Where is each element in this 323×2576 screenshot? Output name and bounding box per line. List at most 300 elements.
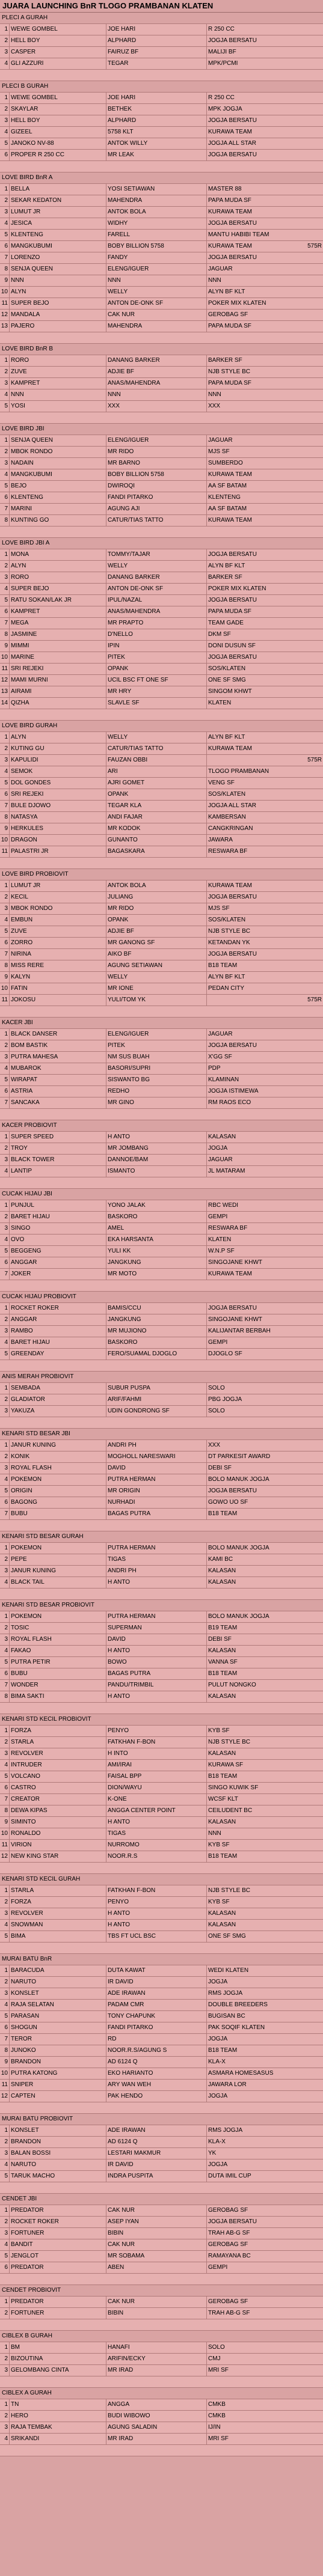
rank-cell: 5 bbox=[0, 2171, 10, 2182]
team-cell: JOGJA BERSATU bbox=[208, 1305, 257, 1311]
result-row bbox=[0, 801, 323, 812]
bird-name-cell: SUPER SPEED bbox=[10, 1132, 106, 1143]
rank-cell: 7 bbox=[0, 618, 10, 629]
result-row bbox=[0, 458, 323, 469]
result-row bbox=[0, 1623, 323, 1634]
section-spacer bbox=[0, 2102, 323, 2114]
team-cell: X'GG SF bbox=[208, 1054, 232, 1060]
team-cell: NJB STYLE BC bbox=[208, 1887, 251, 1894]
bird-name-cell: ASTRIA bbox=[10, 1086, 106, 1097]
result-row bbox=[0, 778, 323, 789]
owner-cell: PANDU/TRIMBIL bbox=[106, 1680, 207, 1691]
bird-name-cell: MANGKUBUMI bbox=[10, 469, 106, 480]
result-row bbox=[0, 2217, 323, 2228]
rank-cell: 1 bbox=[0, 1965, 10, 1976]
result-row bbox=[0, 1840, 323, 1851]
team-cell: KALASAN bbox=[208, 1819, 236, 1825]
owner-cell: ANAS/MAHENDRA bbox=[106, 606, 207, 617]
result-row bbox=[0, 2228, 323, 2239]
team-cell: PAPA MUDA SF bbox=[208, 323, 251, 329]
bird-name-cell: CASPER bbox=[10, 47, 106, 58]
rank-cell: 5 bbox=[0, 1075, 10, 1085]
owner-cell: EKA HARSANTA bbox=[106, 1235, 207, 1245]
team-cell: B18 TEAM bbox=[208, 1670, 238, 1677]
rank-cell: 6 bbox=[0, 1257, 10, 1268]
team-cell: NNN bbox=[208, 1830, 221, 1837]
owner-cell: WELLY bbox=[106, 287, 207, 298]
rank-cell: 4 bbox=[0, 2159, 10, 2170]
rank-cell: 4 bbox=[0, 389, 10, 400]
result-row bbox=[0, 1908, 323, 1920]
rank-cell: 13 bbox=[0, 686, 10, 697]
rank-cell: 1 bbox=[0, 1200, 10, 1211]
rank-cell: 7 bbox=[0, 1680, 10, 1691]
section-spacer bbox=[0, 1863, 323, 1874]
team-cell: B18 TEAM bbox=[208, 2047, 238, 2054]
result-row bbox=[0, 2205, 323, 2217]
section-spacer bbox=[0, 1360, 323, 1372]
category-title: LOVE BIRD PROBIOVIT bbox=[2, 871, 69, 877]
bird-name-cell: GREENDAY bbox=[10, 1349, 106, 1360]
result-row bbox=[0, 2399, 323, 2411]
owner-cell: ISMANTO bbox=[106, 1166, 207, 1177]
rank-cell: 7 bbox=[0, 1794, 10, 1805]
owner-cell: ANTON DE-ONK SF bbox=[106, 298, 207, 309]
team-cell: XXX bbox=[208, 1442, 221, 1448]
team-cell: B18 TEAM bbox=[208, 962, 238, 969]
result-row bbox=[0, 367, 323, 378]
bird-name-cell: SUPER BEJO bbox=[10, 584, 106, 594]
team-cell: GEROBAG SF bbox=[208, 311, 248, 318]
team-cell: KURAWA TEAM bbox=[208, 1271, 252, 1277]
bird-name-cell: FATIN bbox=[10, 983, 106, 994]
team-cell: NJB STYLE BC bbox=[208, 928, 251, 935]
bird-name-cell: MAMI MURNI bbox=[10, 675, 106, 686]
result-row bbox=[0, 2422, 323, 2434]
bird-name-cell: ZUVE bbox=[10, 926, 106, 937]
section-spacer bbox=[0, 1177, 323, 1189]
team-cell: JOGJA ALL STAR bbox=[208, 140, 257, 147]
category-title: CENDET JBI bbox=[2, 2196, 37, 2202]
category-title: KACER PROBIOVIT bbox=[2, 1122, 57, 1129]
result-row bbox=[0, 447, 323, 458]
result-row bbox=[0, 572, 323, 584]
result-row bbox=[0, 1771, 323, 1783]
result-row bbox=[0, 812, 323, 823]
bird-name-cell: SNIPER bbox=[10, 2080, 106, 2090]
bird-name-cell: JUNOKO bbox=[10, 2045, 106, 2056]
section-spacer bbox=[0, 1520, 323, 1531]
category-header-row bbox=[0, 1189, 323, 1200]
owner-cell: BAGASKARA bbox=[106, 846, 207, 857]
rank-cell: 12 bbox=[0, 310, 10, 320]
rank-cell: 3 bbox=[0, 115, 10, 126]
bird-name-cell: LANTIP bbox=[10, 1166, 106, 1177]
result-row bbox=[0, 150, 323, 161]
owner-cell: MR LEAK bbox=[106, 150, 207, 160]
bird-name-cell: BARET HIJAU bbox=[10, 1212, 106, 1222]
owner-cell: IPUL/NAZAL bbox=[106, 595, 207, 606]
team-cell: WEDI KLATEN bbox=[208, 1967, 249, 1974]
owner-cell: AGUNG SALADIN bbox=[106, 2422, 207, 2433]
owner-cell: XXX bbox=[106, 401, 207, 412]
team-cell: GEMPI bbox=[208, 2264, 228, 2271]
rank-cell: 3 bbox=[0, 207, 10, 218]
bird-name-cell: WIRAPAT bbox=[10, 1075, 106, 1085]
owner-cell: AD 6124 Q bbox=[106, 2137, 207, 2147]
rank-cell: 5 bbox=[0, 2011, 10, 2022]
rank-cell: 3 bbox=[0, 1908, 10, 1919]
owner-cell: ANAS/MAHENDRA bbox=[106, 378, 207, 389]
owner-cell: BAGAS PUTRA bbox=[106, 1668, 207, 1679]
result-row bbox=[0, 2148, 323, 2159]
team-cell: PAK SOQIF KLATEN bbox=[208, 2024, 265, 2031]
owner-cell: JANGKUNG bbox=[106, 1314, 207, 1325]
owner-cell: BETHEK bbox=[106, 104, 207, 115]
rank-cell: 2 bbox=[0, 1040, 10, 1051]
category-header-row bbox=[0, 1292, 323, 1303]
rank-cell: 5 bbox=[0, 401, 10, 412]
bird-name-cell: NATASYA bbox=[10, 812, 106, 823]
team-cell: SINGOM KHWT bbox=[208, 688, 252, 695]
owner-cell: ARY WAN WEH bbox=[106, 2080, 207, 2090]
team-cell: CMJ bbox=[208, 2355, 221, 2362]
result-row bbox=[0, 1097, 323, 1109]
team-cell: TRAH AB-G SF bbox=[208, 2310, 250, 2316]
bird-name-cell: NARUTO bbox=[10, 2159, 106, 2170]
category-title: LOVE BIRD JBI bbox=[2, 426, 45, 432]
bird-name-cell: CASTRO bbox=[10, 1783, 106, 1793]
category-title: CIBLEX B GURAH bbox=[2, 2333, 52, 2339]
owner-cell: FANDI PITARKO bbox=[106, 2022, 207, 2033]
result-row bbox=[0, 401, 323, 412]
owner-cell: ARI bbox=[106, 766, 207, 777]
result-row bbox=[0, 241, 323, 252]
result-row bbox=[0, 1828, 323, 1840]
rank-cell: 2 bbox=[0, 1554, 10, 1565]
rank-cell: 4 bbox=[0, 2239, 10, 2250]
team-cell: KAMI BC bbox=[208, 1556, 233, 1563]
team-cell: BOLO MANUK JOGJA bbox=[208, 1613, 269, 1620]
team-cell: SINGOJANE KHWT bbox=[208, 1259, 263, 1266]
team-cell: GEROBAG SF bbox=[208, 2207, 248, 2214]
rank-cell: 4 bbox=[0, 1337, 10, 1348]
owner-cell: CAK NUR bbox=[106, 2297, 207, 2307]
category-title: KENARI STD BESAR JBI bbox=[2, 1430, 70, 1437]
team-cell: KLA-X bbox=[208, 2059, 226, 2065]
bird-name-cell: KUNTING GO bbox=[10, 515, 106, 526]
category-title: CIBLEX A GURAH bbox=[2, 2390, 52, 2396]
result-row bbox=[0, 1040, 323, 1052]
owner-cell: JANGKUNG bbox=[106, 1257, 207, 1268]
bird-name-cell: HERO bbox=[10, 2411, 106, 2422]
team-cell: RBC WEDI bbox=[208, 1202, 238, 1209]
bird-name-cell: NEW KING STAR bbox=[10, 1851, 106, 1862]
owner-cell: MAHENDRA bbox=[106, 321, 207, 332]
result-row bbox=[0, 1646, 323, 1657]
category-header-row bbox=[0, 172, 323, 184]
bird-name-cell: ANGGAR bbox=[10, 1314, 106, 1325]
result-row bbox=[0, 1988, 323, 2000]
bird-name-cell: SENJA QUEEN bbox=[10, 435, 106, 446]
result-row bbox=[0, 1383, 323, 1394]
team-cell: KURAWA TEAM 575R bbox=[207, 241, 323, 252]
bird-name-cell: KALYN bbox=[10, 972, 106, 983]
bird-name-cell: MEGA bbox=[10, 618, 106, 629]
bird-name-cell: EMBUN bbox=[10, 915, 106, 926]
owner-cell: ADJIE BF bbox=[106, 367, 207, 377]
bird-name-cell: BARET HIJAU bbox=[10, 1337, 106, 1348]
result-row bbox=[0, 1235, 323, 1246]
result-row bbox=[0, 115, 323, 127]
owner-cell: AMI/IRAI bbox=[106, 1760, 207, 1771]
team-cell: B19 TEAM bbox=[208, 1625, 238, 1631]
team-cell: JAGUAR bbox=[208, 266, 233, 272]
bird-name-cell: SEKAR KEDATON bbox=[10, 195, 106, 206]
result-row bbox=[0, 2354, 323, 2365]
team-cell: KLENTENG bbox=[208, 494, 241, 501]
owner-cell: PAK HENDO bbox=[106, 2091, 207, 2102]
bird-name-cell: JOKER bbox=[10, 1269, 106, 1280]
result-row bbox=[0, 1748, 323, 1760]
team-cell: KLA-X bbox=[208, 2138, 226, 2145]
rank-cell: 8 bbox=[0, 2045, 10, 2056]
owner-cell: IPIN bbox=[106, 641, 207, 652]
result-row bbox=[0, 1931, 323, 1943]
team-cell: JOGJA BERSATU bbox=[208, 654, 257, 661]
rank-cell: 2 bbox=[0, 1977, 10, 1988]
bird-name-cell: STARLA bbox=[10, 1737, 106, 1748]
category-header-row bbox=[0, 1429, 323, 1440]
bird-name-cell: TOSIC bbox=[10, 1623, 106, 1634]
team-cell: ALYN BF KLT bbox=[208, 563, 245, 569]
bird-name-cell: ROYAL FLASH bbox=[10, 1634, 106, 1645]
owner-cell: SLAVLE SF bbox=[106, 698, 207, 709]
rank-cell: 2 bbox=[0, 2308, 10, 2319]
owner-cell: ALPHARD bbox=[106, 115, 207, 126]
team-cell: BARKER SF bbox=[208, 574, 242, 581]
owner-cell: DAVID bbox=[106, 1463, 207, 1474]
bird-name-cell: PUTRA PETIR bbox=[10, 1657, 106, 1668]
category-header-row bbox=[0, 2194, 323, 2205]
rank-cell: 1 bbox=[0, 355, 10, 366]
bird-name-cell: PEPE bbox=[10, 1554, 106, 1565]
owner-cell: JOE HARI bbox=[106, 93, 207, 103]
rank-cell: 12 bbox=[0, 2091, 10, 2102]
rank-cell: 5 bbox=[0, 1657, 10, 1668]
rank-cell: 1 bbox=[0, 549, 10, 560]
owner-cell: BASKORO bbox=[106, 1337, 207, 1348]
team-cell: CMKB bbox=[208, 2401, 226, 2408]
category-header-row bbox=[0, 1372, 323, 1383]
rank-cell: 7 bbox=[0, 801, 10, 811]
owner-cell: CAK NUR bbox=[106, 2239, 207, 2250]
owner-cell: BOBY BILLION 5758 bbox=[106, 241, 207, 252]
result-row bbox=[0, 1269, 323, 1280]
bird-name-cell: SEMOK bbox=[10, 766, 106, 777]
category-header-row bbox=[0, 2114, 323, 2125]
bird-name-cell: SINGO bbox=[10, 1223, 106, 1234]
result-row bbox=[0, 755, 323, 766]
team-cell: B18 TEAM bbox=[208, 1510, 238, 1517]
result-row bbox=[0, 2434, 323, 2445]
rank-cell: 3 bbox=[0, 572, 10, 583]
section-spacer bbox=[0, 1109, 323, 1120]
team-cell: PULUT NONGKO bbox=[208, 1682, 256, 1688]
team-cell: NJB STYLE BC bbox=[208, 368, 251, 375]
result-row bbox=[0, 218, 323, 230]
bird-name-cell: NNN bbox=[10, 275, 106, 286]
result-row bbox=[0, 287, 323, 298]
rank-cell: 2 bbox=[0, 35, 10, 46]
result-row bbox=[0, 949, 323, 960]
team-cell: WCSF KLT bbox=[208, 1796, 238, 1802]
result-row bbox=[0, 641, 323, 652]
team-cell: GOWO UO SF bbox=[208, 1499, 248, 1506]
bird-name-cell: KAMPRET bbox=[10, 606, 106, 617]
result-row bbox=[0, 1212, 323, 1223]
owner-cell: LESTARI MAKMUR bbox=[106, 2148, 207, 2159]
result-row bbox=[0, 1200, 323, 1212]
category-header-row bbox=[0, 1600, 323, 1611]
result-row bbox=[0, 93, 323, 104]
rank-cell: 2 bbox=[0, 1737, 10, 1748]
bird-name-cell: POKEMON bbox=[10, 1543, 106, 1554]
owner-cell: BOBY BILLION 5758 bbox=[106, 469, 207, 480]
bird-name-cell: DRAGON bbox=[10, 835, 106, 846]
rank-cell: 8 bbox=[0, 812, 10, 823]
owner-cell: MR MOTO bbox=[106, 1269, 207, 1280]
bird-name-cell: MBOK RONDO bbox=[10, 903, 106, 914]
team-cell: KURAWA TEAM bbox=[208, 745, 252, 752]
rank-cell: 3 bbox=[0, 903, 10, 914]
rank-cell: 5 bbox=[0, 1771, 10, 1782]
bird-name-cell: BEGGENG bbox=[10, 1246, 106, 1257]
bird-name-cell: MANGKUBUMI bbox=[10, 241, 106, 252]
owner-cell: NNN bbox=[106, 389, 207, 400]
bird-name-cell: HERKULES bbox=[10, 823, 106, 834]
category-title: KENARI STD BESAR GURAH bbox=[2, 1533, 84, 1540]
team-cell: ASMARA HOMESASUS bbox=[208, 2070, 274, 2077]
rank-cell: 1 bbox=[0, 1303, 10, 1314]
team-cell: SUMBERDO bbox=[208, 460, 243, 466]
bird-name-cell: FORTUNER bbox=[10, 2228, 106, 2239]
bird-name-cell: SRI REJEKI bbox=[10, 789, 106, 800]
rank-cell: 11 bbox=[0, 664, 10, 674]
team-cell: KALASAN bbox=[208, 1693, 236, 1700]
rank-cell: 4 bbox=[0, 1920, 10, 1930]
owner-cell: PUTRA HERMAN bbox=[106, 1611, 207, 1622]
bird-name-cell: WONDER bbox=[10, 1680, 106, 1691]
bird-name-cell: VIRION bbox=[10, 1840, 106, 1851]
team-cell: JOGJA BERSATU bbox=[208, 37, 257, 44]
owner-cell: TIGAS bbox=[106, 1554, 207, 1565]
section-spacer bbox=[0, 1589, 323, 1600]
result-row bbox=[0, 2022, 323, 2034]
category-title: KENARI STD KECIL PROBIOVIT bbox=[2, 1716, 91, 1723]
team-cell: IJ/IN bbox=[208, 2424, 221, 2431]
section-spacer bbox=[0, 161, 323, 172]
result-row bbox=[0, 1474, 323, 1486]
bird-name-cell: SUPER BEJO bbox=[10, 298, 106, 309]
team-cell: W.N.P SF bbox=[208, 1248, 235, 1254]
team-cell: ONE SF SMG bbox=[208, 677, 246, 683]
category-header-row bbox=[0, 2388, 323, 2399]
result-row bbox=[0, 1497, 323, 1509]
bird-name-cell: BM bbox=[10, 2342, 106, 2353]
team-cell: GEROBAG SF bbox=[208, 2298, 248, 2305]
owner-cell: ANTOK BOLA bbox=[106, 207, 207, 218]
bird-name-cell: TROY bbox=[10, 1143, 106, 1154]
rank-cell: 4 bbox=[0, 2000, 10, 2010]
owner-cell: ARIFIN/ECKY bbox=[106, 2354, 207, 2364]
result-row bbox=[0, 2308, 323, 2319]
owner-cell: AGUNG SETIAWAN bbox=[106, 960, 207, 971]
bird-name-cell: GLADIATOR bbox=[10, 1394, 106, 1405]
bird-name-cell: MANDALA bbox=[10, 310, 106, 320]
team-cell: JOGJA BERSATU bbox=[208, 894, 257, 900]
rank-cell: 3 bbox=[0, 458, 10, 469]
team-cell: TRAH AB-G SF bbox=[208, 2230, 250, 2236]
rank-cell: 2 bbox=[0, 1212, 10, 1222]
bird-name-cell: RORO bbox=[10, 355, 106, 366]
rank-cell: 5 bbox=[0, 1349, 10, 1360]
bird-name-cell: ROCKET ROKER bbox=[10, 1303, 106, 1314]
team-cell: B18 TEAM bbox=[208, 1853, 238, 1860]
bird-name-cell: MUBAROK bbox=[10, 1063, 106, 1074]
rank-cell: 7 bbox=[0, 1269, 10, 1280]
rank-cell: 2 bbox=[0, 1314, 10, 1325]
result-row bbox=[0, 1509, 323, 1520]
team-cell: RMS JOGJA bbox=[208, 2127, 243, 2134]
rank-cell: 9 bbox=[0, 823, 10, 834]
rank-cell: 4 bbox=[0, 1235, 10, 1245]
bird-name-cell: POKEMON bbox=[10, 1611, 106, 1622]
owner-cell: MR GANONG SF bbox=[106, 938, 207, 948]
owner-cell: YOSI SETIAWAN bbox=[106, 184, 207, 195]
owner-cell: H ANTO bbox=[106, 1691, 207, 1702]
rank-cell: 2 bbox=[0, 2137, 10, 2147]
team-cell: KURAWA TEAM bbox=[208, 471, 252, 478]
team-cell: JOGJA BERSATU bbox=[208, 551, 257, 558]
team-cell: KALIJANTAR BERBAH bbox=[208, 1328, 271, 1334]
team-cell: MASTER 88 bbox=[208, 186, 242, 192]
owner-cell: MR IRAD bbox=[106, 2365, 207, 2376]
team-cell: RM RAOS ECO bbox=[208, 1099, 251, 1106]
result-row bbox=[0, 2411, 323, 2422]
rank-cell: 7 bbox=[0, 1509, 10, 1519]
result-row bbox=[0, 2034, 323, 2045]
rank-cell: 12 bbox=[0, 1851, 10, 1862]
team-cell: MPK/PCMI bbox=[208, 60, 238, 67]
category-title: ANIS MERAH PROBIOVIT bbox=[2, 1373, 74, 1380]
rank-cell: 10 bbox=[0, 652, 10, 663]
result-row bbox=[0, 435, 323, 447]
result-row bbox=[0, 1463, 323, 1474]
result-row bbox=[0, 915, 323, 926]
team-cell: KALASAN bbox=[208, 1567, 236, 1574]
bird-name-cell: SNOWMAN bbox=[10, 1920, 106, 1930]
result-row bbox=[0, 275, 323, 287]
rank-cell: 4 bbox=[0, 766, 10, 777]
team-cell: TLOGO PRAMBANAN bbox=[208, 768, 269, 775]
owner-cell: ADE IRAWAN bbox=[106, 2125, 207, 2136]
bird-name-cell: DEWA KIPAS bbox=[10, 1805, 106, 1816]
team-cell: TEAM GADE bbox=[208, 620, 244, 626]
team-cell: AA SF BATAM bbox=[208, 483, 247, 489]
team-cell: KALASAN bbox=[208, 1921, 236, 1928]
result-row bbox=[0, 1760, 323, 1771]
